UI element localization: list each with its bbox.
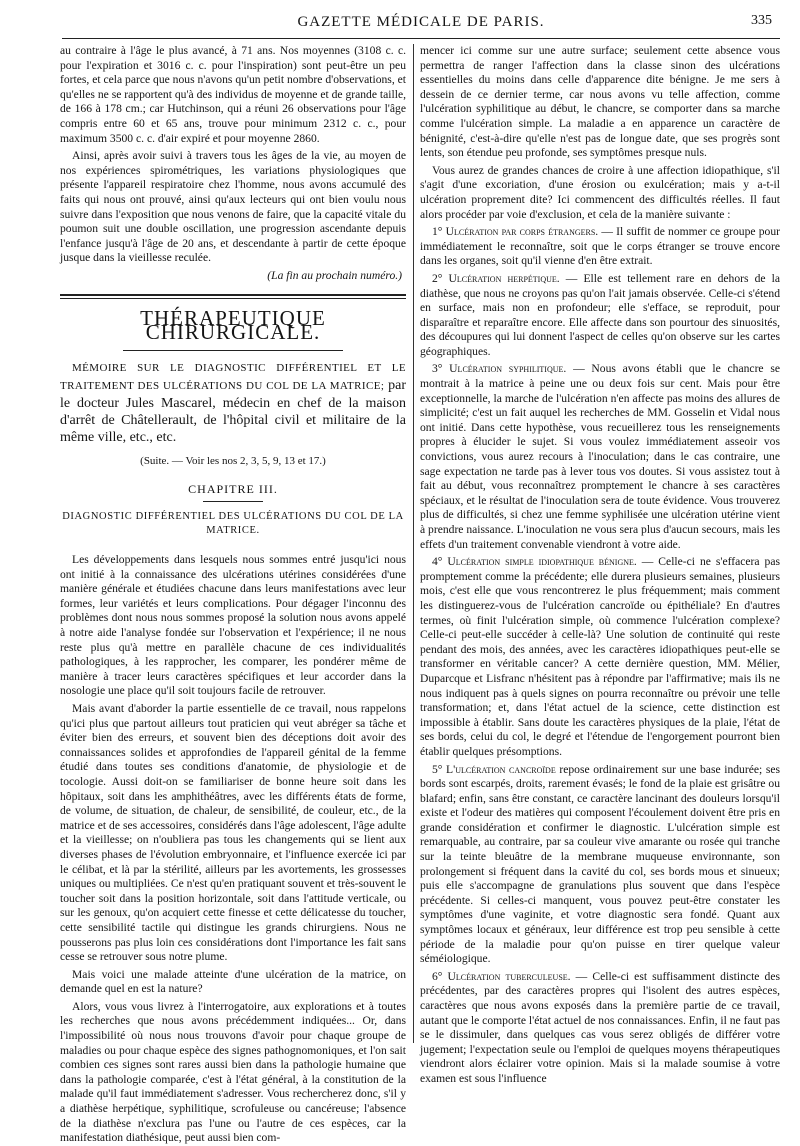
chapter-heading: CHAPITRE III. [188,482,278,497]
series-note: (Suite. — Voir les nos 2, 3, 5, 9, 13 et 17.) [140,454,326,467]
paragraph: Mais avant d'aborder la partie essentielle de ce travail, nous rappelons qu'ici plus que partout ailleurs tout praticien qui veut abréger sa tâche et éviter bien des erreurs, et souvent bien des déceptions doit avoir des connaissances solides et approfondies de l'appareil génital de la femme étudié dans toutes ses conditions d'anatomie, de physiologie et de tocologie. Aussi doit-on se familiariser de bonne heure soit dans les hôpitaux, soit dans les amphithéâtres, avec les différents états de forme, de volume, de situation, de chaleur, de sensibilité, de couleur, etc., de la matrice et de ses accessoires, considérés dans l'âge adolescent, l'âge adulte et la vieillesse; on n'oubliera pas tous les changements qui se lient aux diverses phases de l'évolution embryonnaire, et l'influence exercée ici par le célibat, et là par la stérilité, ailleurs par les avortements, les grossesses uniques ou multipliées. Ce n'est qu'en pratiquant souvent et très-souvent le toucher soit dans la position horizontale, soit dans l'attitude verticale, ou sur les genoux, qu'on acquiert cette finesse et cette délicatesse du toucher, cette sensibilité tactile qui distingue les grands chirurgiens. Nous ne pousserons pas plus loin ces considérations dont l'importance les fait sans cesse se retrouver sous notre plume. [60,702,406,964]
left-column [60,44,406,1145]
title-rule [123,350,343,351]
item-text: — Celle-ci ne s'effacera pas promptement comme la précédente; elle durera plusieurs semaines, plusieurs mois, c'est elle que vous rencontrerez le plus fréquemment; mais comment les distinguerez-vous de l'ulcération cancroïde ou épithéliale? En d'autres termes, où finit l'ulcération simple, où commence l'ulcération complexe? Celle-ci peut-elle succéder à celle-là? Une solution de continuité qui reste pendant des mois, des années, avec les caractères idiopathiques peut-elle se transformer en véritable cancer? A cette dernière question, MM. Mélier, Duparcque et Lisfranc n'hésitent pas à répondre par l'affirmative; mais ils ne nous indiquent pas à quels signes on pourra reconnaître ou prévoir une telle transformation; et, dans l'état actuel de la science, cette distinction est impossible à établir. Sans doute les caractères physiques de la plaie, l'état de ses bords, celui du col, le degré et l'étendue de l'engorgement pourront bien établir quelques présomptions. [420,555,780,758]
page-header [62,12,780,39]
item-lead: 1° Ulcération par corps étrangers. [432,225,599,239]
paragraph: Ainsi, après avoir suivi à travers tous les âges de la vie, au moyen de nos expériences spirométriques, les variations physiologiques que présente l'appareil respiratoire chez l'homme, nous avons accumulé des faits qui nous ont prouvé, ainsi qu'aux lecteurs qui ont bien voulu nous suivre dans l'exposition que nous venons de faire, que la capacité vitale du poumon suit une double oscillation, une progression ascendante depuis l'enfance jusqu'à l'âge de 20 ans, et descendante à partir de cette époque jusque dans la vieillesse reculée. [60,149,406,265]
list-item [420,225,780,269]
memoir-heading [60,359,406,446]
paragraph: Mais voici une malade atteinte d'une ulcération de la matrice, on demande quel en est la nature? [60,967,406,996]
section-title: THÉRAPEUTIQUE CHIRURGICALE. [140,305,326,345]
item-lead: 3° Ulcération syphilitique. [432,362,567,376]
paragraph: Les développements dans lesquels nous sommes entré jusqu'ici nous ont initié à la connaissance des ulcérations utérines considérées d'une manière générale et étudiées chacune dans leurs manifestations avec leur formes, leur variétés et leurs complications. Pour dégager l'inconnu des problèmes dont nous nous sommes proposé la solution nous avons appelé à notre aide l'analyse fondée sur l'observation et l'expérience; il ne nous reste plus qu'à mettre en parallèle chacune de ces individualités pathologiques, à les rapprocher, les comparer, les pondérer même de manière à tracer leurs caractères spécifiques et leur accorder dans la nosologie une place qu'il soit toujours facile de retrouver. [60,553,406,698]
list-item [420,362,780,552]
chapter-subtitle: DIAGNOSTIC DIFFÉRENTIEL DES ULCÉRATIONS DU COL DE LA MATRICE. [62,510,404,537]
section-divider [60,294,406,299]
column-divider [413,44,414,1043]
item-text: — Il suffit de nommer ce groupe pour immédiatement le reconnaître, soit que le corps étranger se trouve encore dans les organes, soit qu'il vienne d'en être extrait. [420,225,780,268]
continued-note: (La fin au prochain numéro.) [267,268,402,282]
list-item [420,555,780,759]
item-lead: 5° L'ulcération cancroïde [432,762,556,776]
right-column [420,44,780,1085]
item-lead: 6° Ulcération tuberculeuse. [432,969,571,983]
page-number: 335 [751,13,772,28]
item-text: — Celle-ci est suffisamment distincte des précédentes, par des caractères propres qui l'isolent des autres espèces, caractères que nous avons exposés dans la première partie de ce travail, autant que le comporte l'état actuel de nos connaissances. Enfin, il ne faut pas se le dissimuler, dans quelques cas vous serez obligés de différer votre jugement; l'expectation seule ou l'emploi de quelques moyens thérapeutiques viendront alors éclairer votre opinion. Mais si la malade soumise à votre examen est sous l'influence [420,969,780,1085]
list-item [420,763,780,967]
chapter-rule [203,501,263,502]
item-text: — Nous avons établi que le chancre se montrait à la matrice à peine une ou deux fois sur cent. Mais pour être exceptionnelle, la marche de l'ulcération n'en affecte pas moins des allures de simplicité; c'est un fait auquel les recherches de MM. Gosselin et Vidal nous ont initié. Dans cette hypothèse, vous recueillerez tous les renseignements propres à élucider le sujet. Si vous voulez immédiatement asseoir vos convictions, vous aurez recours à l'inoculation; dans le cas contraire, une sage expectation ne tarde pas à lever tous vos doutes. Si vous assistez tout à fait au début, vous reconnaîtrez promptement le chancre à ses caractères spéciaux, et le résultat de l'inoculation sera de toute évidence. Vous trouverez plus de difficultés, si chez une femme syphilisée une ulcération utérine vient à prendre naissance. L'inoculation ne vous sera plus d'aucun secours, mais les effets d'un traitement convenable viendront à votre aide. [420,362,780,551]
paragraph: Vous aurez de grandes chances de croire à une affection idiopathique, s'il s'agit d'une excoriation, d'une érosion ou exulcération; mais y a-t-il ulcération proprement dite? Ici commencent des difficultés réelles. Il faut alors procéder par voie d'exclusion, et cela de la manière suivante : [420,163,780,221]
list-item [420,272,780,360]
item-text: repose ordinairement sur une base indurée; ses bords sont escarpés, droits, rarement évasés; le fond de la plaie est grisâtre ou blafard; enfin, sans être constant, ce caractère lancinant des douleurs lorsqu'il existe et l'odeur des matières qui composent l'écoulement doivent être pris en grande considération et confirmer le diagnostic. L'ulcération simple est remarquable, au contraire, par sa couleur vive amarante ou rosée qui tranche sur la teinte bleuâtre de la membrane muqueuse environnante, son prolongement si fréquent dans la cavité du col, ses bords mous et sinueux; puis elle s'accompagne de granulations plus souvent que dans l'espèce précédente. Si celles-ci manquent, vous pouvez peut-être constater les symptômes d'une vaginite, et votre diagnostic sera fondé. Quant aux symptômes locaux et généraux, leur différence est trop peu sensible à cette période de la maladie pour qu'on puisse en tirer quelque valeur séméiologique. [420,762,780,966]
running-title: GAZETTE MÉDICALE DE PARIS. [297,14,545,30]
paragraph: mencer ici comme sur une autre surface; seulement cette absence vous permettra de ranger l'affection dans la classe sinon des ulcérations essentielles du moins dans celle d'apparence dite bénigne. Je me sers à dessein de ce dernier terme, car nous avons vu telle affection, comme l'ulcération syphilitique au début, le chancre, se comporter dans sa marche comme l'ulcération simple. La maladie a en apparence un caractère de bénignité, c'est-à-dire qu'elle n'est pas de longue date, que ses progrès sont lents, son étendue peu profonde, ses symptômes presque nuls. [420,44,780,160]
item-lead: 2° Ulcération herpétique. [432,271,560,285]
paragraph: au contraire à l'âge le plus avancé, à 71 ans. Nos moyennes (3108 c. c. pour l'expiration et 3016 c. c. pour l'inspiration) sont peut-être un peu fortes, et cela parce que nous n'avons qu'un petit nombre d'observations, et qu'elles ne se rapportent qu'à des individus de moyenne et de grande taille, de 166 à 178 cm.; car Hutchinson, qui a réuni 26 observations pour l'âge compris entre 60 et 65 ans, trouve pour minimum 2312 c. c., pour maximum 3500 c. c. d'air expiré et pour moyenne 2860. [60,44,406,145]
memoir-title: MÉMOIRE SUR LE DIAGNOSTIC DIFFÉRENTIEL ET LE TRAITEMENT DES ULCÉRATIONS DU COL DE LA MATRICE; [60,361,406,392]
list-item [420,970,780,1087]
item-text: — Elle est tellement rare en dehors de la diathèse, que nous ne croyons pas qu'on l'ait jamais observée. Celle-ci s'étend en surface, mais non en profondeur; elle s'efface, se reproduit, pour disparaître et reparaître encore. Elle affecte dans son pourtour des sinuosités, des découpures qui lui donnent l'aspect de celles qu'on observe sur les cartes géographiques. [420,271,780,358]
paragraph: Alors, vous vous livrez à l'interrogatoire, aux explorations et à toutes les recherches que nous avons précédemment indiquées... Or, dans l'impossibilité où nous nous trouvons d'avoir pour chaque groupe de maladies ou pour chaque espèce des signes pathognomoniques, et l'on sait combien ces signes sont rares aussi bien dans la pathologie humaine que dans la pathologie comparée, c'est à l'état général, à la constitution de la malade qu'il faut immédiatement s'adresser. Vous rechercherez donc, s'il y a diathèse herpétique, syphilitique, scrofuleuse ou cancéreuse; l'absence de la diathèse n'exclura pas l'une ou l'autre de ces espèces, car la manifestation diathésique, peut aussi bien com- [60,999,406,1145]
item-lead: 4° Ulcération simple idiopathique bénigne. [432,555,637,569]
memoir-author: par le docteur Jules Mascarel, médecin en chef de la maison d'arrêt de Châtellerault, de l'hôpital civil et militaire de la même ville, etc., etc. [60,377,406,445]
